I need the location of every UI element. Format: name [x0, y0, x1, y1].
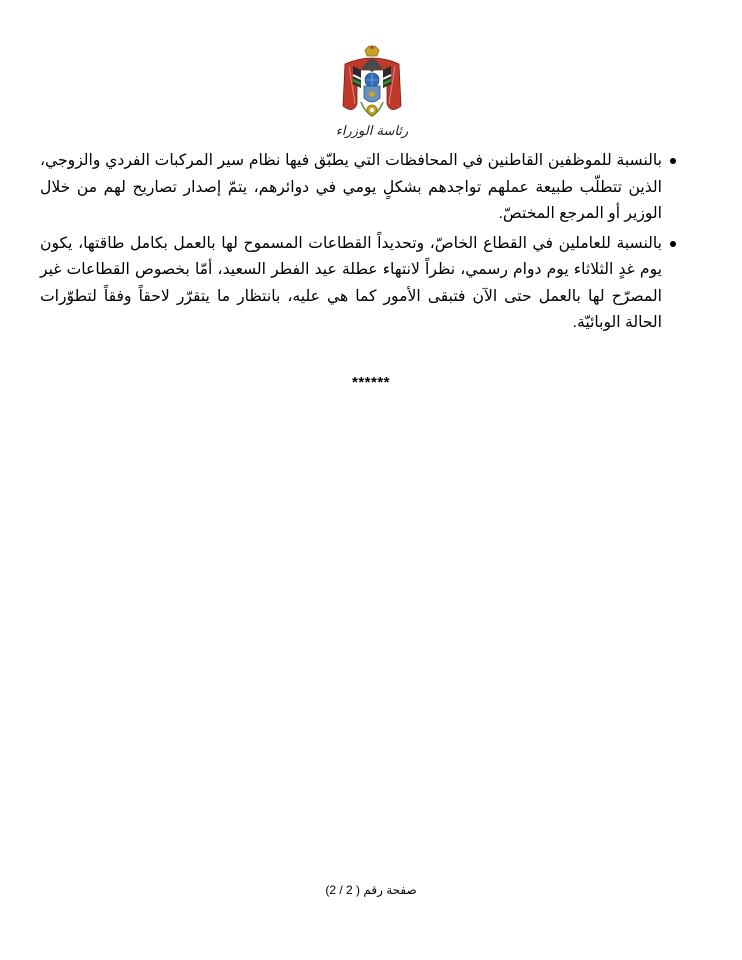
emblem-icon [331, 44, 413, 126]
bullet-icon [670, 241, 676, 247]
government-caption: رئاسة الوزراء [335, 124, 409, 139]
bullet-text: بالنسبة للموظفين القاطنين في المحافظات التي يطبّق فيها نظام سير المركبات الفردي والزوجي، الذين تتطلّب طبيعة عملهم تواجدهم بشكلٍ يومي في دوائرهم، يتمّ إصدار تصاريح لهم من خلال الوزير أو المرجع المختصّ. [40, 152, 662, 222]
section-separator: ****** [351, 374, 391, 391]
document-body [40, 148, 662, 340]
bullet-item [40, 231, 662, 337]
page-number: صفحة رقم ( 2 / 2) [325, 883, 417, 897]
bullet-list [40, 148, 662, 337]
bullet-text: بالنسبة للعاملين في القطاع الخاصّ، وتحديداً القطاعات المسموح لها بالعمل بكامل طاقتها، يكون يوم غدٍ الثلاثاء يوم دوام رسمي، نظراً لانتهاء عطلة عيد الفطر السعيد، أمّا بخصوص القطاعات غير المصرّح لها بالعمل حتى الآن فتبقى الأمور كما هي عليه، بانتظار ما يتقرّر لاحقاً وفقاً لتطوّرات الحالة الوبائيّة. [40, 234, 662, 331]
bullet-icon [670, 158, 676, 164]
bullet-item [40, 148, 662, 228]
